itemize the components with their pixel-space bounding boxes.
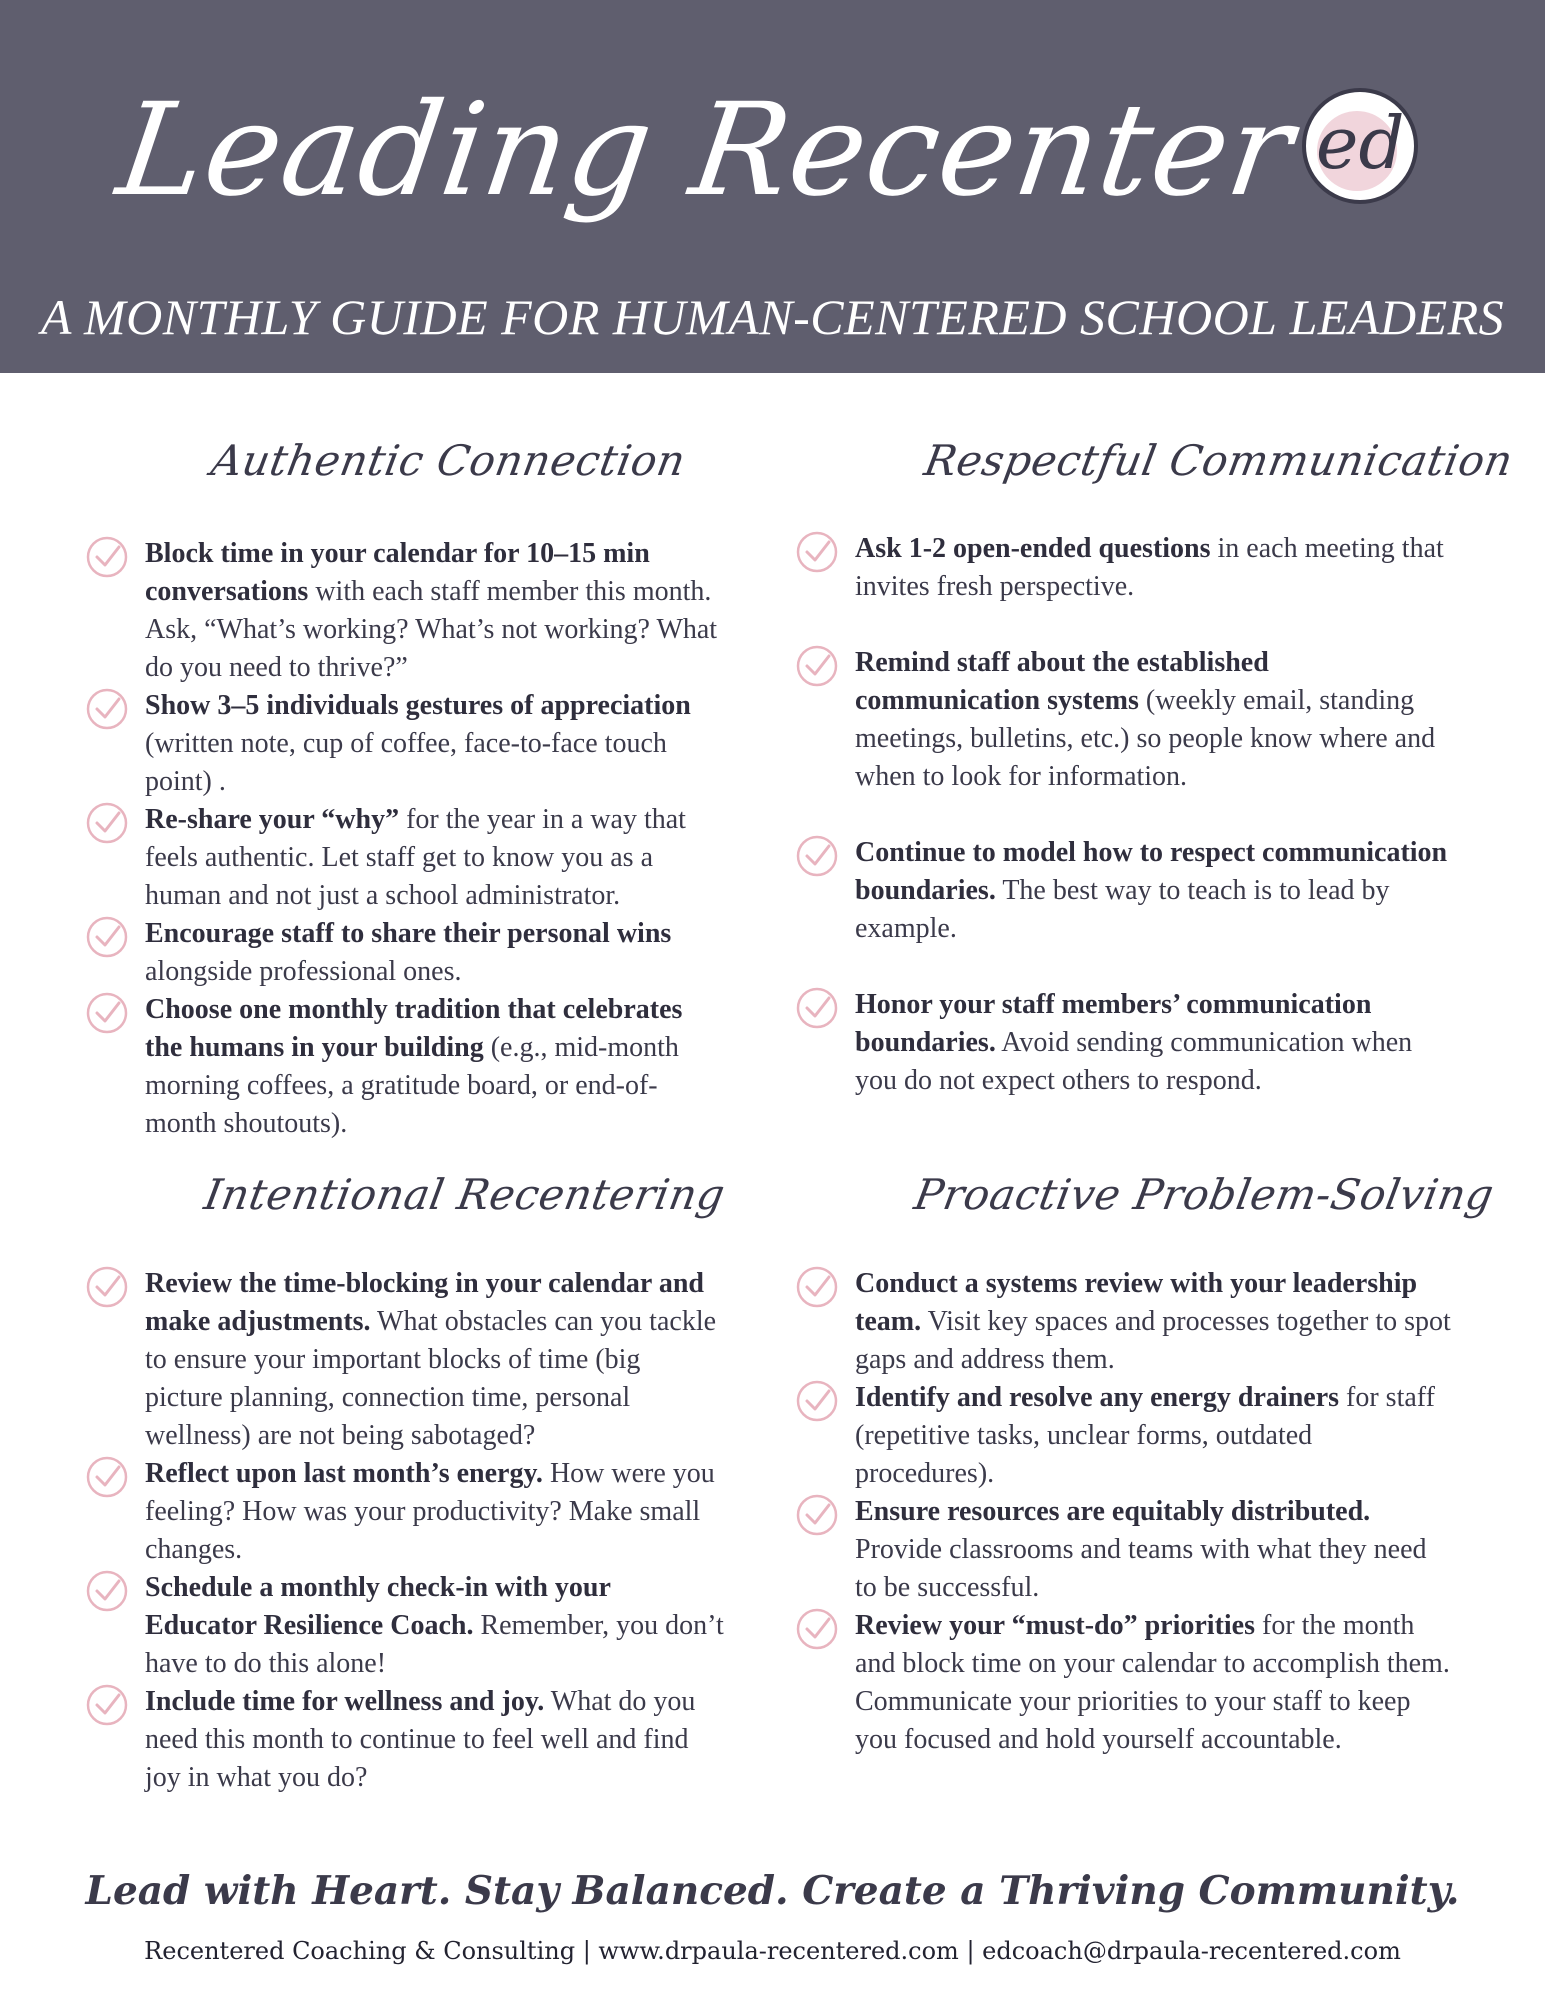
check-circle-icon bbox=[795, 1265, 839, 1309]
ed-badge-logo bbox=[1295, 81, 1425, 211]
list-item: Remind staff about the established communication systems (weekly email, standing meetings, bulletins, etc.) so people know where and when to look for information. bbox=[795, 644, 1455, 796]
title-block bbox=[0, 36, 1545, 266]
check-circle-icon bbox=[85, 991, 129, 1035]
section-title-authentic-connection: Authentic Connection bbox=[207, 436, 690, 485]
check-circle-icon bbox=[85, 801, 129, 845]
list-item: Show 3–5 individuals gestures of appreciation (written note, cup of coffee, face-to-face touch point) . bbox=[85, 687, 725, 801]
list-item: Ensure resources are equitably distributed. Provide classrooms and teams with what they need to be successful. bbox=[795, 1493, 1455, 1607]
list-item: Encourage staff to share their personal wins alongside professional ones. bbox=[85, 915, 725, 991]
footer-contact: Recentered Coaching & Consulting | www.drpaula-recentered.com | edcoach@drpaula-recentered.com bbox=[144, 1937, 1401, 1965]
list-item: Schedule a monthly check-in with your Educator Resilience Coach. Remember, you don’t have to do this alone! bbox=[85, 1569, 725, 1683]
check-circle-icon bbox=[795, 530, 839, 574]
list-item: Reflect upon last month’s energy. How were you feeling? How was your productivity? Make small changes. bbox=[85, 1455, 725, 1569]
check-circle-icon bbox=[85, 1683, 129, 1727]
list-item: Block time in your calendar for 10–15 min conversations with each staff member this month. Ask, “What’s working? What’s not working? What do you need to thrive?” bbox=[85, 535, 725, 687]
section-title-respectful-communication: Respectful Communication bbox=[920, 436, 1517, 485]
check-circle-icon bbox=[795, 834, 839, 878]
header-banner bbox=[0, 0, 1545, 373]
check-circle-icon bbox=[795, 1379, 839, 1423]
check-circle-icon bbox=[85, 1265, 129, 1309]
list-intentional-recentering bbox=[85, 1265, 725, 1797]
section-title-proactive-problem-solving: Proactive Problem-Solving bbox=[910, 1170, 1498, 1219]
check-circle-icon bbox=[795, 644, 839, 688]
check-circle-icon bbox=[85, 687, 129, 731]
list-item: Review your “must-do” priorities for the month and block time on your calendar to accomplish them. Communicate your priorities to your staff to keep you focused and hold yourself accountable. bbox=[795, 1607, 1455, 1759]
tagline: Lead with Heart. Stay Balanced. Create a Thriving Community. bbox=[85, 1868, 1460, 1914]
check-circle-icon bbox=[85, 1455, 129, 1499]
check-circle-icon bbox=[795, 986, 839, 1030]
list-item: Honor your staff members’ communication boundaries. Avoid sending communication when you do not expect others to respond. bbox=[795, 986, 1455, 1100]
list-item: Conduct a systems review with your leadership team. Visit key spaces and processes together to spot gaps and address them. bbox=[795, 1265, 1455, 1379]
check-circle-icon bbox=[85, 915, 129, 959]
list-item: Continue to model how to respect communication boundaries. The best way to teach is to lead by example. bbox=[795, 834, 1455, 948]
list-respectful-communication bbox=[795, 530, 1455, 1100]
list-authentic-connection bbox=[85, 535, 725, 1143]
list-item: Ask 1-2 open-ended questions in each meeting that invites fresh perspective. bbox=[795, 530, 1455, 606]
check-circle-icon bbox=[795, 1493, 839, 1537]
list-item: Choose one monthly tradition that celebrates the humans in your building (e.g., mid-month morning coffees, a gratitude board, or end-of-month shoutouts). bbox=[85, 991, 725, 1143]
list-item: Review the time-blocking in your calendar and make adjustments. What obstacles can you tackle to ensure your important blocks of time (big picture planning, connection time, personal wellness) are not being sabotaged? bbox=[85, 1265, 725, 1455]
check-circle-icon bbox=[85, 1569, 129, 1613]
list-proactive-problem-solving bbox=[795, 1265, 1455, 1759]
section-title-intentional-recentering: Intentional Recentering bbox=[200, 1170, 729, 1219]
check-circle-icon bbox=[795, 1607, 839, 1651]
list-item: Include time for wellness and joy. What do you need this month to continue to feel well and find joy in what you do? bbox=[85, 1683, 725, 1797]
check-circle-icon bbox=[85, 535, 129, 579]
badge-text: ed bbox=[1315, 101, 1405, 185]
list-item: Identify and resolve any energy drainers for staff (repetitive tasks, unclear forms, outdated procedures). bbox=[795, 1379, 1455, 1493]
list-item: Re-share your “why” for the year in a way that feels authentic. Let staff get to know you as a human and not just a school administrator. bbox=[85, 801, 725, 915]
page-title: Leading Recenter bbox=[109, 76, 1302, 225]
page-subtitle: A MONTHLY GUIDE FOR HUMAN-CENTERED SCHOOL LEADERS bbox=[40, 289, 1505, 345]
